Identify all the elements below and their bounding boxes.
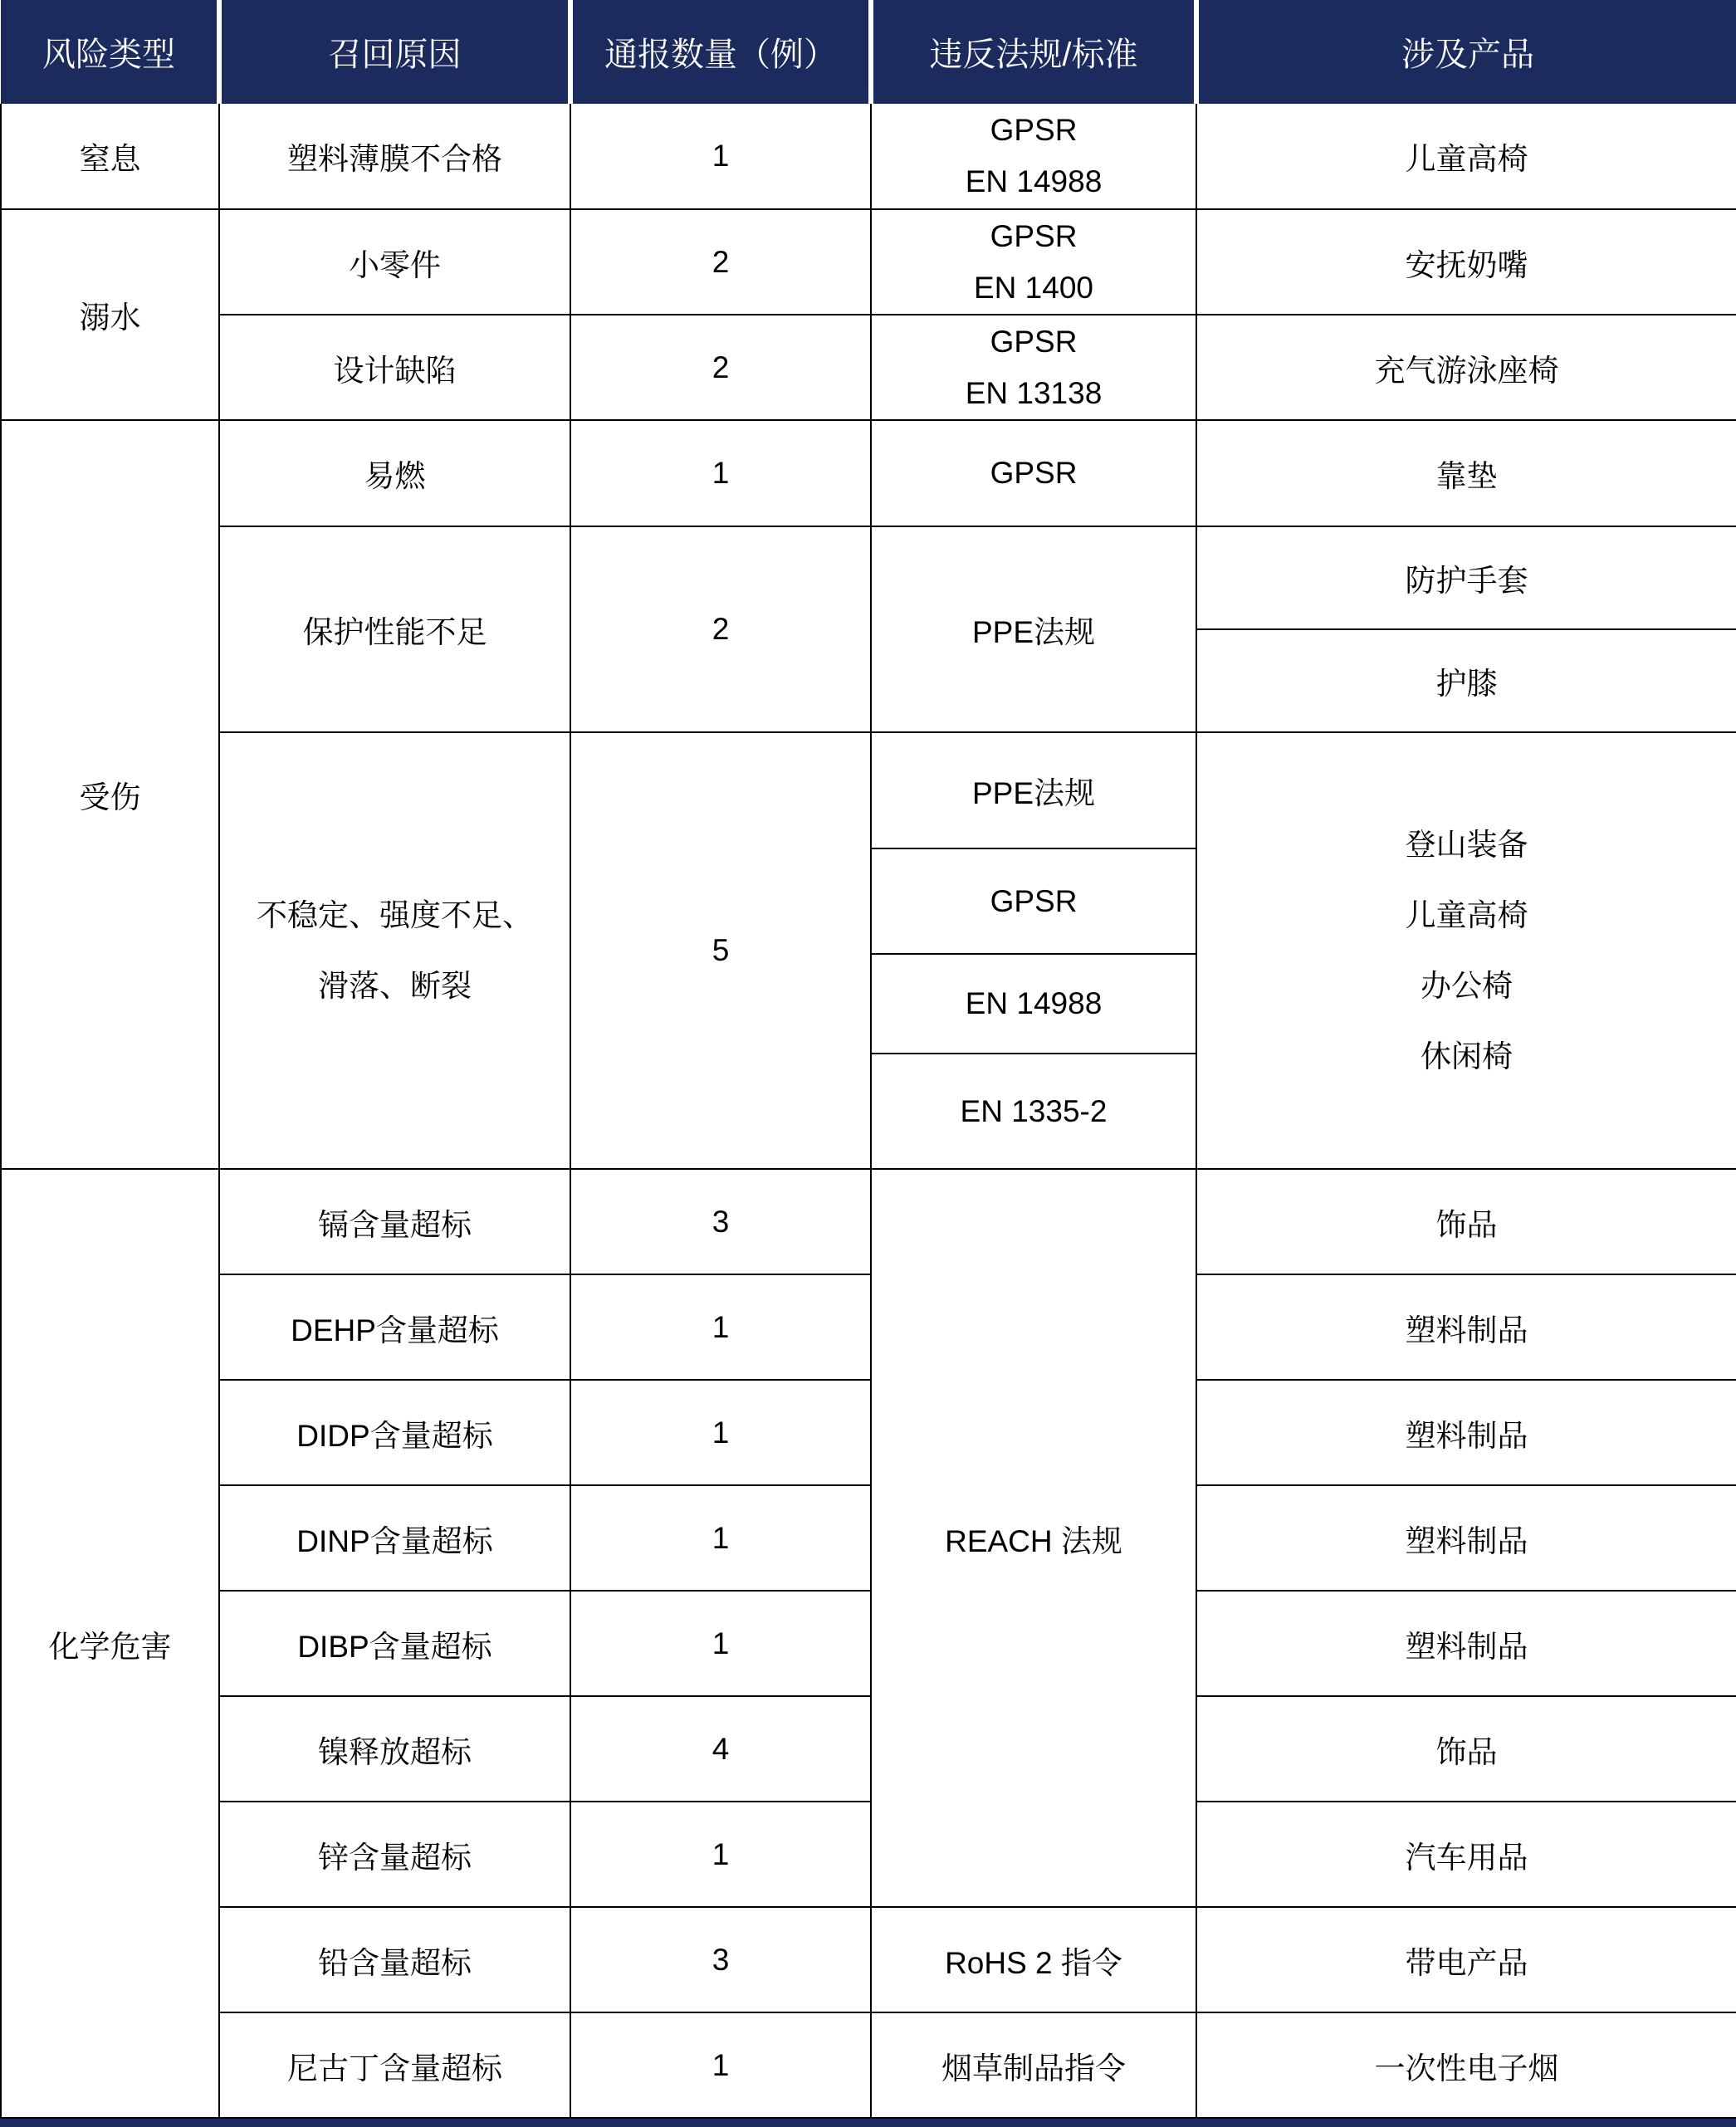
header-recall-reason: 召回原因: [219, 0, 570, 104]
reason-line: 不稳定、强度不足、: [257, 898, 533, 932]
regulation-line: GPSR: [990, 113, 1078, 147]
cell-regulation: GPSR: [871, 420, 1196, 526]
cell-reason: DINP含量超标: [219, 1485, 570, 1591]
row-chemical-dehp: [1, 1274, 1736, 1380]
product-line: 休闲椅: [1421, 1039, 1513, 1073]
cell-count: 3: [570, 1907, 871, 2012]
cell-count: 2: [570, 315, 871, 420]
cell-reason: 镍释放超标: [219, 1696, 570, 1802]
row-chemical-didp: [1, 1380, 1736, 1485]
cell-count: 5: [570, 732, 871, 1169]
cell-count: 1: [570, 2012, 871, 2118]
cell-reason: 设计缺陷: [219, 315, 570, 420]
cell-regulation-reach: REACH 法规: [871, 1169, 1196, 1907]
cell-regulation: PPE法规: [871, 732, 1196, 848]
cell-product: 防护手套: [1196, 526, 1736, 629]
cell-reason: 镉含量超标: [219, 1169, 570, 1274]
cell-product: 饰品: [1196, 1696, 1736, 1802]
cell-reason: DEHP含量超标: [219, 1274, 570, 1380]
cell-risk-injury: 受伤: [1, 420, 219, 1169]
cell-product: 带电产品: [1196, 1907, 1736, 2012]
header-violated-regulation: 违反法规/标准: [871, 0, 1196, 104]
cell-reason: 铅含量超标: [219, 1907, 570, 2012]
regulation-line: EN 13138: [965, 375, 1103, 410]
row-chemical-zinc: [1, 1802, 1736, 1907]
cell-product: [1196, 732, 1736, 1169]
cell-reason: DIBP含量超标: [219, 1591, 570, 1696]
cell-reason: DIDP含量超标: [219, 1380, 570, 1485]
header-notification-count: 通报数量（例）: [570, 0, 871, 104]
row-injury-instability-1: [1, 732, 1736, 848]
cell-risk-chemical: 化学危害: [1, 1169, 219, 2118]
cell-count: 1: [570, 1274, 871, 1380]
cell-risk-suffocation: 窒息: [1, 104, 219, 209]
cell-regulation: 烟草制品指令: [871, 2012, 1196, 2118]
cell-count: 1: [570, 1802, 871, 1907]
cell-regulation: EN 1335-2: [871, 1054, 1196, 1169]
cell-product: 护膝: [1196, 629, 1736, 732]
cell-product: 安抚奶嘴: [1196, 209, 1736, 315]
cell-count: 4: [570, 1696, 871, 1802]
row-chemical-nickel: [1, 1696, 1736, 1802]
cell-regulation: GPSR: [871, 848, 1196, 954]
cell-regulation: EN 14988: [871, 954, 1196, 1054]
cell-reason: 保护性能不足: [219, 526, 570, 732]
row-injury-protection-1: [1, 526, 1736, 629]
header-involved-products: 涉及产品: [1196, 0, 1736, 104]
row-drowning-2: [1, 315, 1736, 420]
reason-line: 滑落、断裂: [318, 969, 472, 1003]
row-drowning-1: [1, 209, 1736, 315]
cell-product: 塑料制品: [1196, 1591, 1736, 1696]
product-line: 儿童高椅: [1405, 898, 1528, 932]
cell-count: 1: [570, 104, 871, 209]
cell-reason: 锌含量超标: [219, 1802, 570, 1907]
cell-count: 2: [570, 526, 871, 732]
cell-regulation: PPE法规: [871, 526, 1196, 732]
cell-product: 充气游泳座椅: [1196, 315, 1736, 420]
cell-product: 一次性电子烟: [1196, 2012, 1736, 2118]
cell-regulation: [871, 209, 1196, 315]
cell-regulation: RoHS 2 指令: [871, 1907, 1196, 2012]
regulation-line: GPSR: [990, 218, 1078, 253]
cell-product: 塑料制品: [1196, 1380, 1736, 1485]
cell-product: 汽车用品: [1196, 1802, 1736, 1907]
cell-count: 3: [570, 1169, 871, 1274]
regulation-line: GPSR: [990, 324, 1078, 359]
row-chemical-dibp: [1, 1591, 1736, 1696]
cell-reason: 易燃: [219, 420, 570, 526]
product-line: 办公椅: [1421, 969, 1513, 1003]
row-chemical-cadmium: [1, 1169, 1736, 1274]
cell-count: 2: [570, 209, 871, 315]
cell-product: 塑料制品: [1196, 1274, 1736, 1380]
cell-count: 1: [570, 1591, 871, 1696]
header-risk-type: 风险类型: [1, 0, 219, 104]
product-line: 登山装备: [1405, 828, 1528, 862]
cell-count: 1: [570, 1485, 871, 1591]
cell-product: 塑料制品: [1196, 1485, 1736, 1591]
cell-reason: 尼古丁含量超标: [219, 2012, 570, 2118]
row-chemical-nicotine: [1, 2012, 1736, 2118]
cell-product: 饰品: [1196, 1169, 1736, 1274]
header-row: [1, 0, 1736, 104]
regulation-line: EN 14988: [965, 164, 1103, 198]
cell-reason: [219, 732, 570, 1169]
cell-regulation: [871, 315, 1196, 420]
regulation-line: EN 1400: [974, 270, 1093, 305]
cell-count: 1: [570, 1380, 871, 1485]
row-chemical-lead: [1, 1907, 1736, 2012]
cell-regulation: [871, 104, 1196, 209]
cell-reason: 塑料薄膜不合格: [219, 104, 570, 209]
row-suffocation: [1, 104, 1736, 209]
cell-product: 靠垫: [1196, 420, 1736, 526]
cell-count: 1: [570, 420, 871, 526]
row-chemical-dinp: [1, 1485, 1736, 1591]
cell-reason: 小零件: [219, 209, 570, 315]
cell-risk-drowning: 溺水: [1, 209, 219, 420]
row-injury-flammable: [1, 420, 1736, 526]
cell-product: 儿童高椅: [1196, 104, 1736, 209]
